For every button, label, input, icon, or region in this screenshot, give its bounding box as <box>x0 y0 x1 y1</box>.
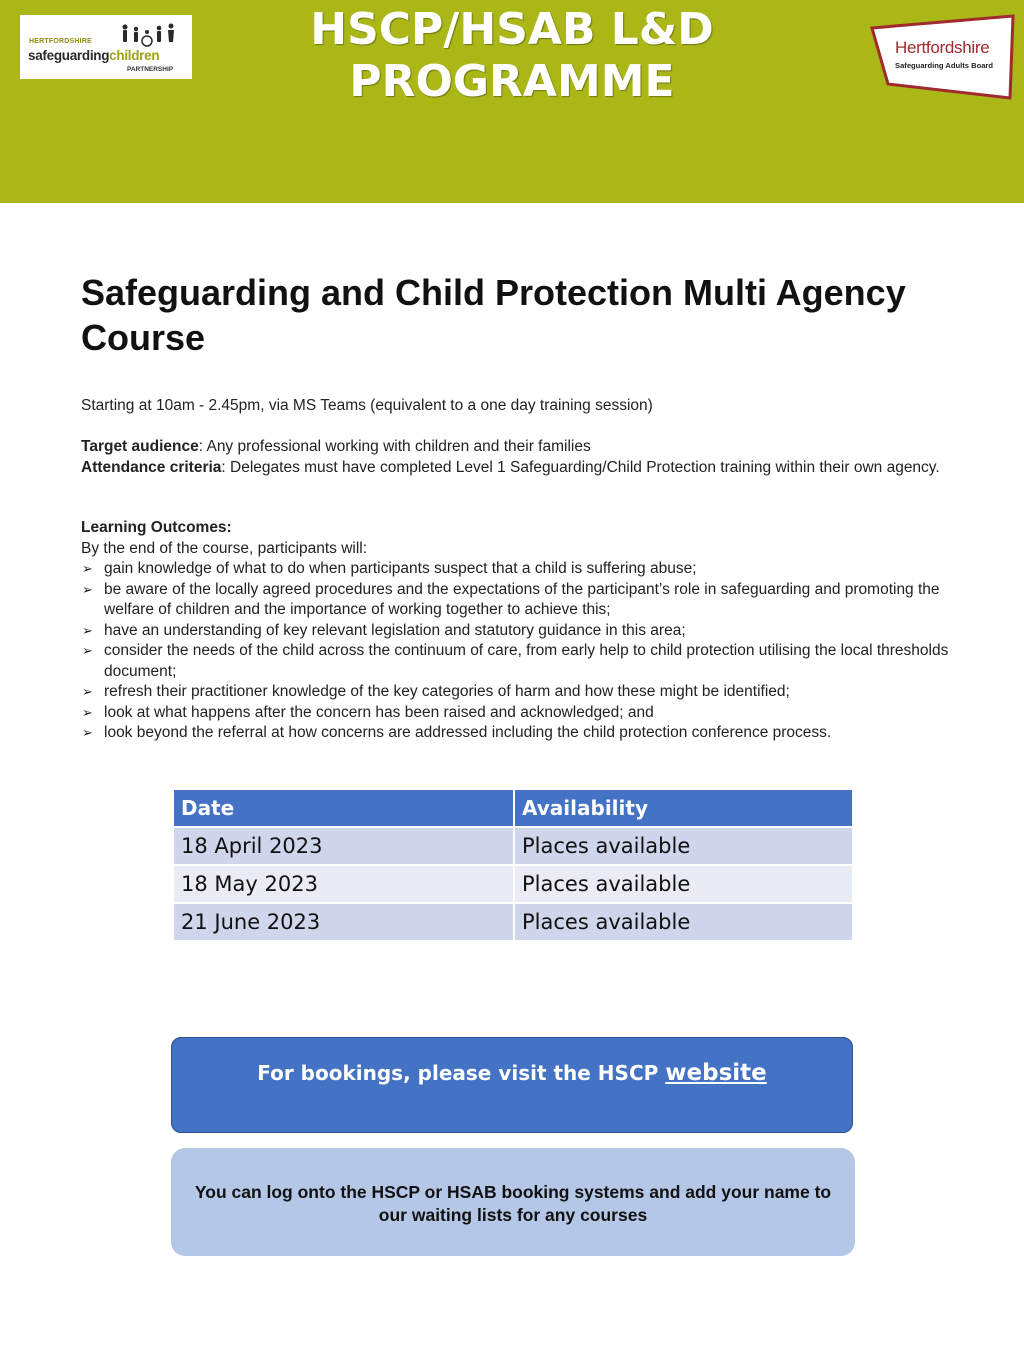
session-availability: Places available <box>514 903 853 941</box>
hsab-logo <box>868 14 1016 100</box>
course-title: Safeguarding and Child Protection Multi Agency Course <box>81 272 906 358</box>
session-date: 18 May 2023 <box>173 865 514 903</box>
arrow-bullet-icon: ➢ <box>82 643 93 658</box>
column-header-availability: Availability <box>514 789 853 827</box>
table-header-row <box>173 789 853 827</box>
session-availability: Places available <box>514 865 853 903</box>
attendance-criteria-text: : Delegates must have completed Level 1 Safeguarding/Child Protection training within their own agency. <box>221 459 940 476</box>
waiting-list-text: You can log onto the HSCP or HSAB booking systems and add your name to our waiting lists for any courses <box>194 1182 832 1225</box>
hscp-logo-county: HERTFORDSHIRE <box>29 38 92 45</box>
target-audience-label: Target audience <box>81 438 199 455</box>
programme-title <box>262 4 762 108</box>
course-timing: Starting at 10am - 2.45pm, via MS Teams (equivalent to a one day training session) <box>81 397 653 414</box>
list-item: ➢ be aware of the locally agreed procedures and the expectations of the participant’s role in safeguarding and promoting the welfare of children and the importance of working together to achieve this; <box>82 580 940 618</box>
waiting-list-callout <box>171 1148 855 1256</box>
list-item: ➢ refresh their practitioner knowledge of the key categories of harm and how these might be identified; <box>81 682 971 703</box>
learning-outcomes-heading: Learning Outcomes: <box>81 519 232 536</box>
hscp-logo <box>20 15 192 79</box>
booking-callout <box>171 1037 853 1133</box>
column-header-date: Date <box>173 789 514 827</box>
arrow-bullet-icon: ➢ <box>82 684 93 699</box>
attendance-criteria <box>81 458 971 479</box>
booking-text <box>172 1060 852 1086</box>
hscp-logo-name: safeguardingchildren <box>28 48 160 63</box>
learning-outcomes-intro: By the end of the course, participants will: <box>81 539 368 557</box>
hscp-logo-sub: PARTNERSHIP <box>127 66 174 73</box>
hsab-logo-name: Hertfordshire <box>895 38 990 57</box>
list-item: ➢ look at what happens after the concern has been raised and acknowledged; and <box>81 703 971 724</box>
learning-outcomes <box>81 518 981 744</box>
table-row <box>173 903 853 941</box>
hsab-logo-tagline: Safeguarding Adults Board <box>895 61 994 70</box>
outcomes-list <box>81 559 981 744</box>
website-link[interactable]: website <box>665 1060 767 1086</box>
session-availability: Places available <box>514 827 853 865</box>
header-banner <box>0 0 1024 203</box>
family-figures-icon <box>120 23 182 47</box>
list-item: ➢ gain knowledge of what to do when participants suspect that a child is suffering abuse; <box>81 559 971 580</box>
list-item: ➢ look beyond the referral at how concerns are addressed including the child protection conference process. <box>81 723 971 744</box>
table-row <box>173 827 853 865</box>
arrow-bullet-icon: ➢ <box>82 622 93 638</box>
target-audience <box>81 437 971 458</box>
session-date: 18 April 2023 <box>173 827 514 865</box>
table-row <box>173 865 853 903</box>
sessions-table <box>172 788 854 942</box>
arrow-bullet-icon: ➢ <box>82 561 93 576</box>
arrow-bullet-icon: ➢ <box>82 704 93 720</box>
list-item: ➢ have an understanding of key relevant legislation and statutory guidance in this area; <box>81 621 971 642</box>
programme-title-line2: PROGRAMME <box>349 56 675 107</box>
arrow-bullet-icon: ➢ <box>82 725 93 740</box>
booking-message: For bookings, please visit the HSCP <box>257 1061 659 1085</box>
list-item: ➢ consider the needs of the child across the continuum of care, from early help to child protection utilising the local thresholds document; <box>82 642 949 680</box>
attendance-criteria-label: Attendance criteria <box>81 459 222 476</box>
programme-title-line1: HSCP/HSAB L&D <box>310 4 714 55</box>
arrow-bullet-icon: ➢ <box>82 581 93 597</box>
session-date: 21 June 2023 <box>173 903 514 941</box>
target-audience-text: : Any professional working with children and their families <box>198 438 591 455</box>
